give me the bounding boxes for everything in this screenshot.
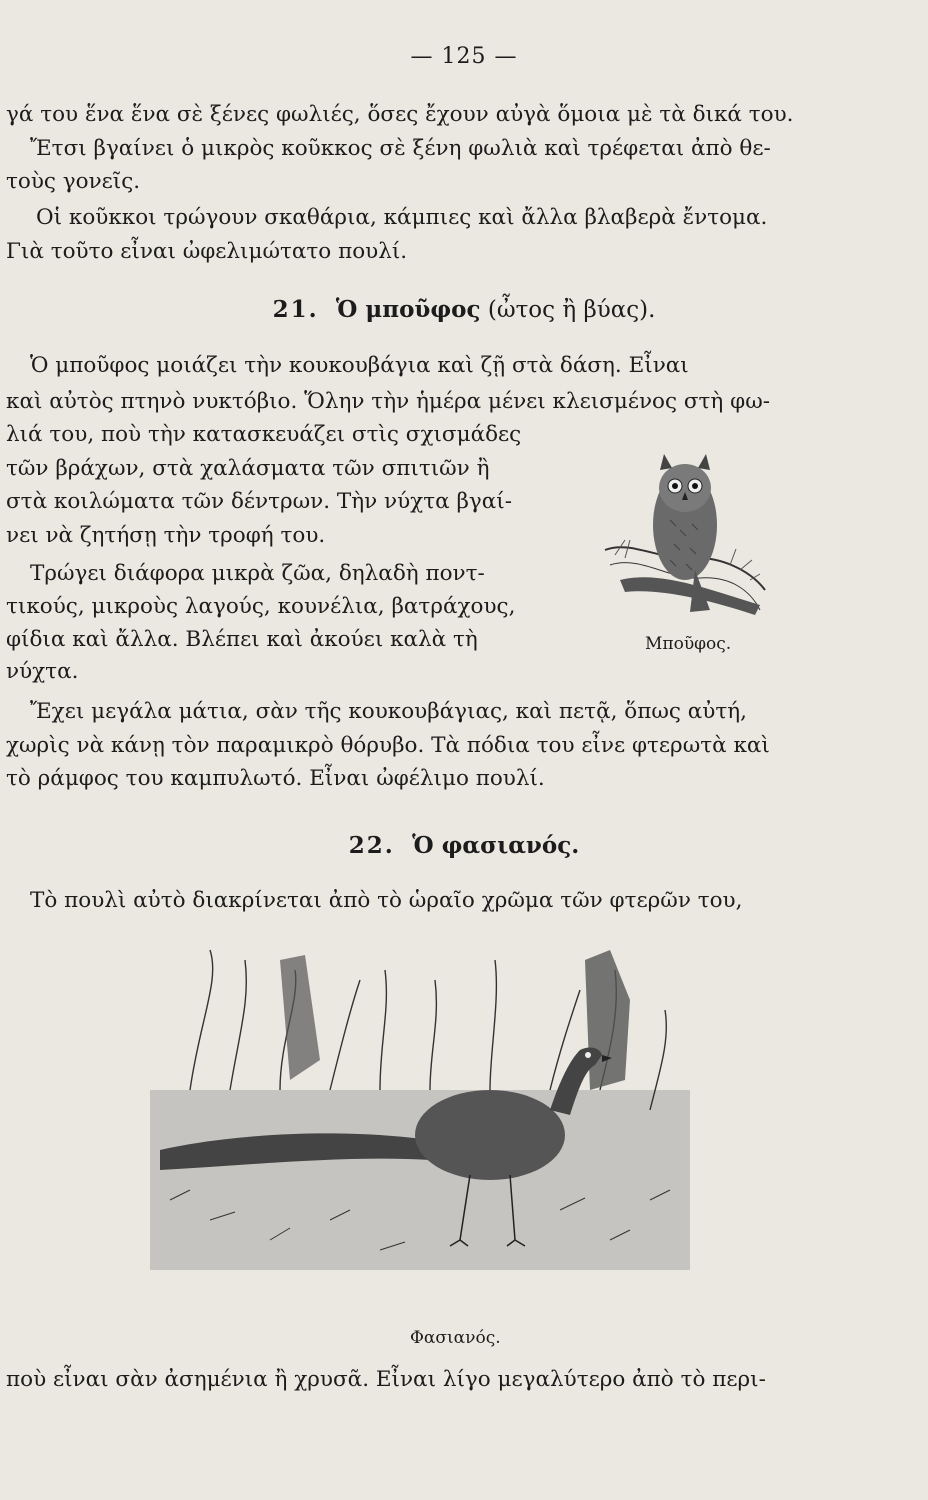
section-21-heading — [0, 296, 928, 323]
section-number: 21. — [272, 296, 319, 323]
text-line: λιά του, ποὺ τὴν κατασκευάζει στὶς σχισμάδες — [6, 422, 522, 447]
text-line: νει νὰ ζητήσῃ τὴν τροφή του. — [6, 523, 326, 548]
text-line: τῶν βράχων, στὰ χαλάσματα τῶν σπιτιῶν ἢ — [6, 456, 490, 481]
text-line: χωρὶς νὰ κάνῃ τὸν παραμικρὸ θόρυβο. Τὰ πόδια του εἶνε φτερωτὰ καὶ — [6, 733, 770, 758]
text-line: τοὺς γονεῖς. — [6, 169, 141, 194]
section-title: Ὁ μποῦφος — [335, 296, 481, 323]
text-line: Ἔχει μεγάλα μάτια, σὰν τῆς κουκουβάγιας, καὶ πετᾷ, ὅπως αὐτή, — [30, 699, 747, 724]
text-line: φίδια καὶ ἄλλα. Βλέπει καὶ ἀκούει καλὰ τὴ — [6, 627, 478, 652]
text-line: τὸ ράμφος του καμπυλωτό. Εἶναι ὠφέλιμο πουλί. — [6, 766, 545, 791]
owl-caption: Μποῦφος. — [645, 634, 732, 654]
section-subtitle: (ὦτος ἢ βύας). — [487, 297, 656, 323]
text-line: ποὺ εἶναι σὰν ἀσημένια ἢ χρυσᾶ. Εἶναι λίγο μεγαλύτερο ἀπὸ τὸ περι- — [6, 1367, 766, 1392]
text-line: Οἱ κοῦκκοι τρώγουν σκαθάρια, κάμπιες καὶ ἄλλα βλαβερὰ ἔντομα. — [36, 205, 768, 230]
text-line: καὶ αὐτὸς πτηνὸ νυκτόβιο. Ὅλην τὴν ἡμέρα μένει κλεισμένος στὴ φω- — [6, 389, 770, 414]
pheasant-illustration — [130, 940, 710, 1310]
text-line: Ὁ μποῦφος μοιάζει τὴν κουκουβάγια καὶ ζῇ στὰ δάση. Εἶναι — [30, 353, 689, 378]
text-line: Τρώγει διάφορα μικρὰ ζῶα, δηλαδὴ ποντ- — [30, 561, 485, 586]
text-line: νύχτα. — [6, 659, 79, 684]
text-line: τικούς, μικροὺς λαγούς, κουνέλια, βατράχους, — [6, 594, 516, 619]
text-line: γά του ἕνα ἕνα σὲ ξένες φωλιές, ὅσες ἔχουν αὐγὰ ὅμοια μὲ τὰ δικά του. — [6, 102, 794, 127]
text-line: Ἔτσι βγαίνει ὁ μικρὸς κοῦκκος σὲ ξένη φωλιὰ καὶ τρέφεται ἀπὸ θε- — [30, 136, 771, 161]
section-title: Ὁ φασιανός. — [412, 832, 580, 859]
pheasant-caption: Φασιανός. — [410, 1328, 501, 1348]
section-number: 22. — [348, 832, 395, 859]
text-line: στὰ κοιλώματα τῶν δέντρων. Τὴν νύχτα βγαί- — [6, 489, 512, 514]
owl-illustration — [600, 440, 770, 630]
text-line: Γιὰ τοῦτο εἶναι ὠφελιμώτατο πουλί. — [6, 239, 408, 264]
page-number: — 125 — — [410, 44, 518, 69]
text-line: Τὸ πουλὶ αὐτὸ διακρίνεται ἀπὸ τὸ ὡραῖο χρῶμα τῶν φτερῶν του, — [30, 888, 743, 913]
section-22-heading — [0, 832, 928, 859]
